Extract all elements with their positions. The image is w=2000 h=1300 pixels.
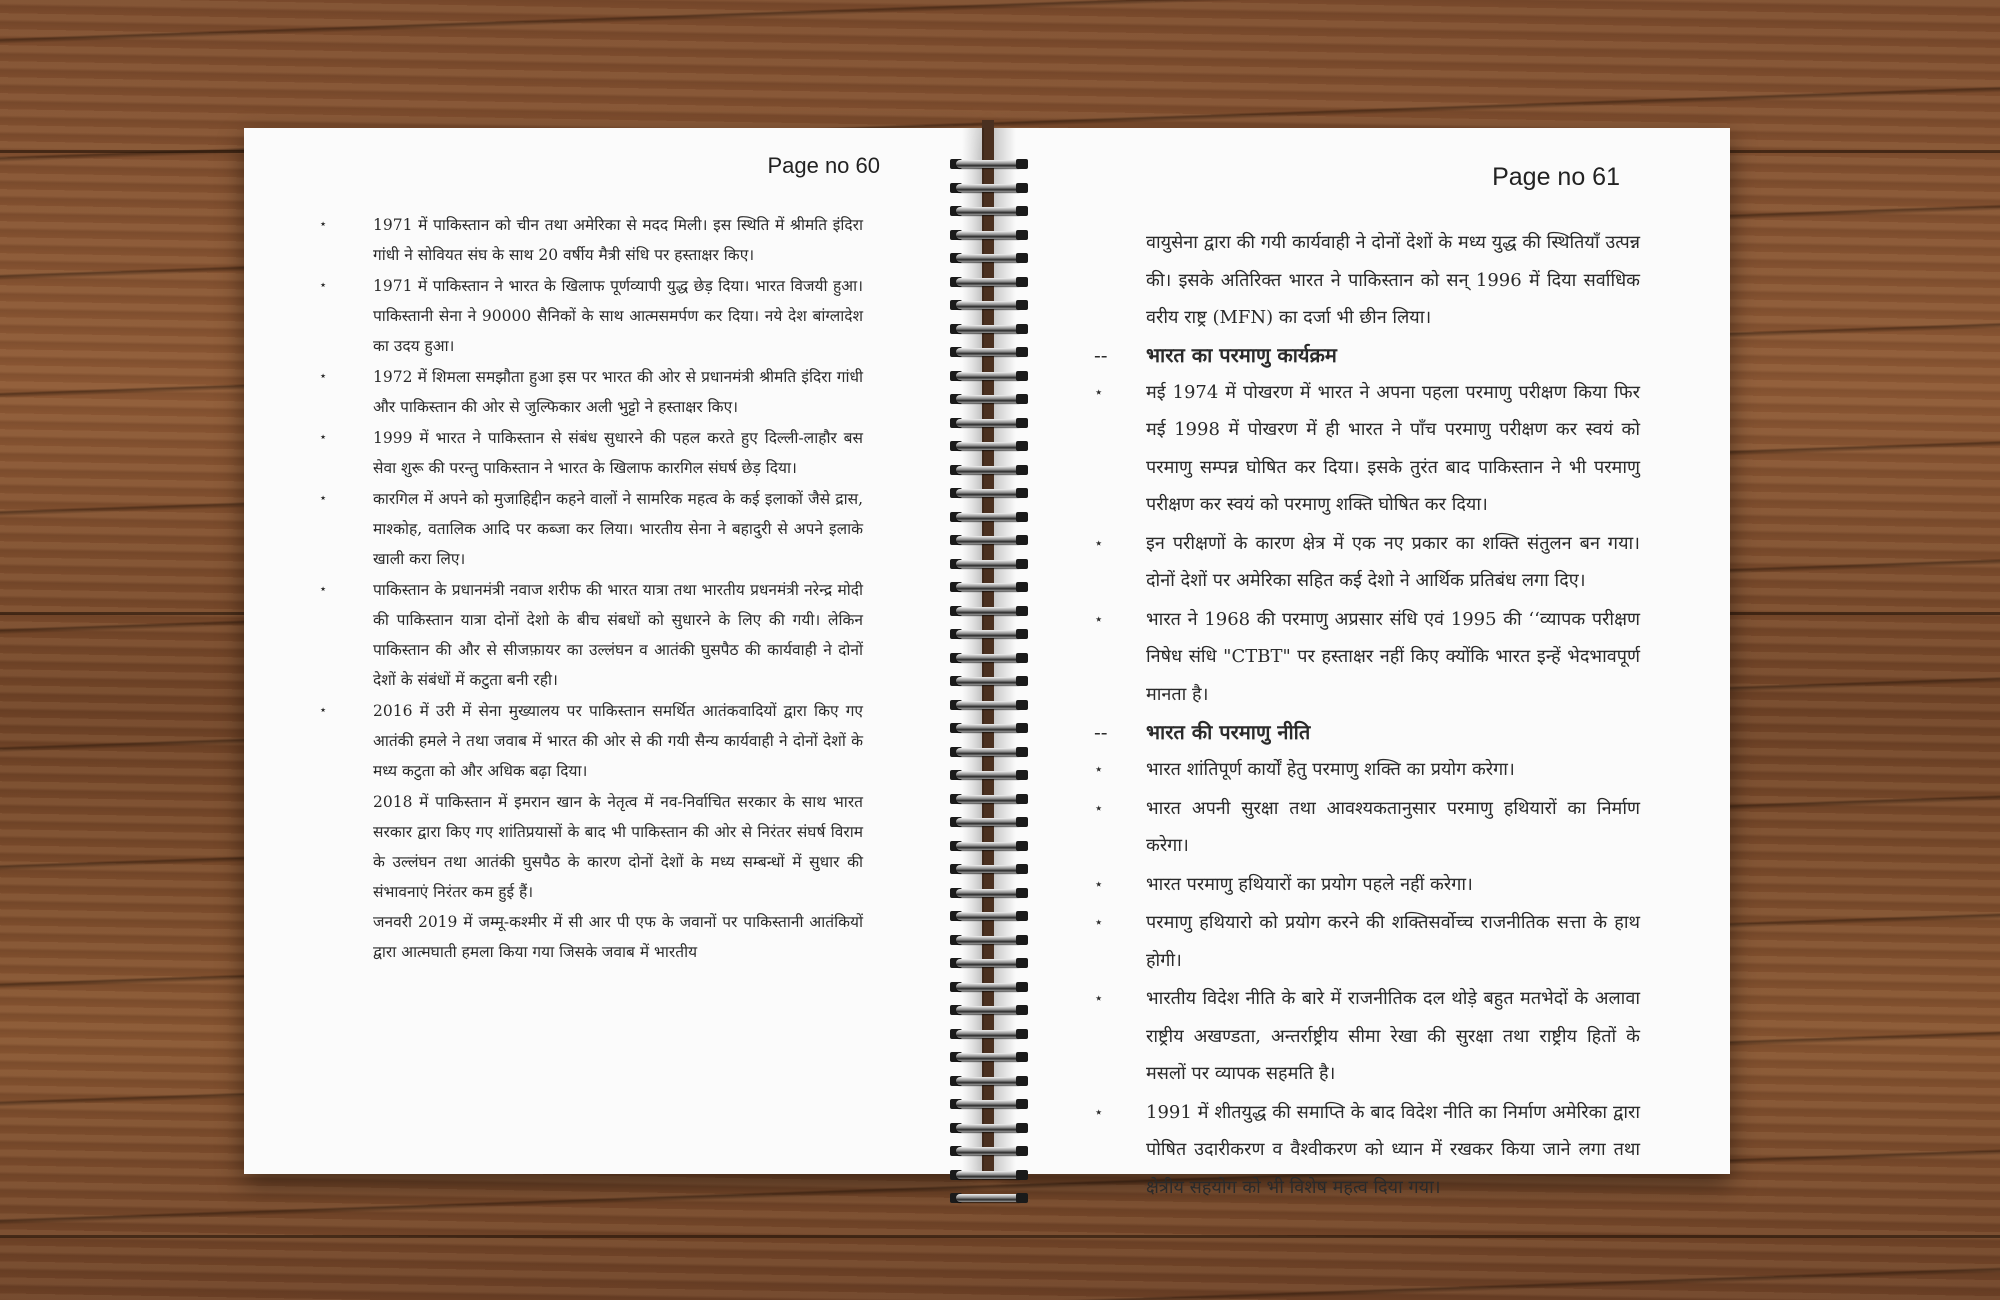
star-bullet-icon: ⋆	[319, 369, 328, 384]
coil-wire	[956, 959, 1022, 967]
coil-wire	[956, 1053, 1022, 1061]
punch-hole	[1016, 935, 1028, 945]
spiral-coil-ring	[950, 533, 1028, 547]
punch-hole	[1016, 488, 1028, 498]
star-bullet-icon: ⋆	[319, 430, 328, 445]
spiral-coil-ring	[950, 745, 1028, 759]
bullet-item: ⋆ भारत अपनी सुरक्षा तथा आवश्यकतानुसार परमाणु हथियारों का निर्माण करेगा।	[1094, 790, 1640, 865]
spiral-coil-ring	[950, 1121, 1028, 1135]
punch-hole	[1016, 535, 1028, 545]
coil-wire	[956, 348, 1022, 356]
punch-hole	[1016, 676, 1028, 686]
spiral-coil-ring	[950, 228, 1028, 242]
star-bullet-icon: ⋆	[319, 491, 328, 506]
section-heading: -- भारत का परमाणु कार्यक्रम	[1094, 337, 1640, 374]
bullet-item: ⋆ मई 1974 में पोखरण में भारत ने अपना पहला परमाणु परीक्षण किया फिर मई 1998 में पोखरण में ही भारत ने पाँच परमाणु परीक्षण कर स्वयं को परमाणु सम्पन्न घोषित कर दिया। इसके तुरंत बाद पाकिस्तान ने भी परमाणु परीक्षण कर स्वयं को परमाणु शक्ति घोषित कर दिया।	[1094, 374, 1640, 524]
coil-wire	[956, 184, 1022, 192]
punch-hole	[1016, 324, 1028, 334]
coil-wire	[956, 677, 1022, 685]
dash-marker: --	[1094, 342, 1108, 367]
spiral-coil-ring	[950, 204, 1028, 218]
coil-wire	[956, 771, 1022, 779]
paragraph-continuation: 2018 में पाकिस्तान में इमरान खान के नेतृत्व में नव-निर्वाचित सरकार के साथ भारत सरकार द्वारा किए गए शांतिप्रयासों के बाद भी पाकिस्तान की ओर से निरंतर संघर्ष विराम के उल्लंघन तथा आतंकी घुसपैठ के कारण दोनों देशों के मध्य सम्बन्धों में सुधार की संभावनाएं निरंतर कम हुई हैं।	[373, 793, 863, 901]
punch-hole	[1016, 888, 1028, 898]
spiral-coil-ring	[950, 627, 1028, 641]
spiral-coil-ring	[950, 909, 1028, 923]
coil-wire	[956, 560, 1022, 568]
star-bullet-icon: ⋆	[1094, 989, 1104, 1007]
coil-wire	[956, 1077, 1022, 1085]
punch-hole	[1016, 817, 1028, 827]
spiral-coil-ring	[950, 933, 1028, 947]
punch-hole	[1016, 1029, 1028, 1039]
bullet-item: ⋆ 1972 में शिमला समझौता हुआ इस पर भारत की ओर से प्रधानमंत्री श्रीमति इंदिरा गांधी और पाकिस्तान की ओर से जुल्फिकार अली भुट्टो ने हस्ताक्षर किए।	[319, 362, 863, 422]
punch-hole	[1016, 559, 1028, 569]
spiral-coil-ring	[950, 815, 1028, 829]
punch-hole	[1016, 1076, 1028, 1086]
punch-hole	[1016, 1005, 1028, 1015]
coil-wire	[956, 419, 1022, 427]
punch-hole	[1016, 1170, 1028, 1180]
punch-hole	[1016, 347, 1028, 357]
star-bullet-icon: ⋆	[1094, 874, 1104, 893]
spiral-coil-ring	[950, 1144, 1028, 1158]
spiral-coil-ring	[950, 157, 1028, 171]
star-bullet-icon: ⋆	[1094, 913, 1104, 931]
notebook-page-right	[994, 128, 1730, 1198]
coil-wire	[956, 207, 1022, 215]
spiral-coil-ring	[950, 322, 1028, 336]
spiral-coil-ring	[950, 298, 1028, 312]
spiral-coil-ring	[950, 345, 1028, 359]
punch-hole	[1016, 770, 1028, 780]
intro-paragraph: वायुसेना द्वारा की गयी कार्यवाही ने दोनों देशों के मध्य युद्ध की स्थितियाँ उत्पन्न की। इसके अतिरिक्त भारत ने पाकिस्तान को सन् 1996 में दिया सर्वाधिक वरीय राष्ट्र (MFN) का दर्जा भी छीन लिया।	[1146, 232, 1640, 328]
punch-hole	[1016, 1099, 1028, 1109]
punch-hole	[1016, 606, 1028, 616]
punch-hole	[1016, 183, 1028, 193]
page-content	[319, 210, 863, 967]
spiral-coil-ring	[950, 980, 1028, 994]
punch-hole	[1016, 794, 1028, 804]
coil-wire	[956, 1147, 1022, 1155]
star-bullet-icon: ⋆	[1094, 533, 1104, 552]
coil-wire	[956, 724, 1022, 732]
coil-wire	[956, 583, 1022, 591]
coil-wire	[956, 889, 1022, 897]
punch-hole	[1016, 441, 1028, 451]
coil-wire	[956, 748, 1022, 756]
punch-hole	[1016, 206, 1028, 216]
punch-hole	[1016, 653, 1028, 663]
coil-wire	[956, 442, 1022, 450]
spiral-coil-ring	[950, 674, 1028, 688]
punch-hole	[1016, 512, 1028, 522]
coil-wire	[956, 1100, 1022, 1108]
spiral-coil-ring	[950, 886, 1028, 900]
bullet-item: ⋆ 2016 में उरी में सेना मुख्यालय पर पाकिस्तान समर्थित आतंकवादियों द्वारा किए गए आतंकी हमले ने तथा जवाब में भारत की ओर से की गयी सैन्य कार्यवाही ने दोनों देशों के मध्य कटुता को और अधिक बढ़ा दिया।	[319, 696, 863, 786]
coil-wire	[956, 983, 1022, 991]
coil-wire	[956, 630, 1022, 638]
coil-wire	[956, 513, 1022, 521]
punch-hole	[1016, 253, 1028, 263]
bullet-item: ⋆ 1999 में भारत ने पाकिस्तान से संबंध सुधारने की पहल करते हुए दिल्ली-लाहौर बस सेवा शुरू की परन्तु पाकिस्तान ने भारत के खिलाफ कारगिल संघर्ष छेड़ दिया।	[319, 423, 863, 483]
punch-hole	[1016, 230, 1028, 240]
bullet-item: ⋆ भारतीय विदेश नीति के बारे में राजनीतिक दल थोड़े बहुत मतभेदों के अलावा राष्ट्रीय अखण्डता, अन्तर्राष्ट्रीय सीमा रेखा की सुरक्षा तथा राष्ट्रीय हितों के मसलों पर व्यापक सहमति है।	[1094, 980, 1640, 1093]
punch-hole	[1016, 1123, 1028, 1133]
punch-hole	[1016, 1193, 1028, 1203]
spiral-coil-ring	[950, 839, 1028, 853]
coil-wire	[956, 842, 1022, 850]
spiral-coil-ring	[950, 557, 1028, 571]
spiral-coil-ring	[950, 651, 1028, 665]
coil-wire	[956, 865, 1022, 873]
wood-plank-seam	[0, 1235, 2000, 1238]
spiral-coil-ring	[950, 463, 1028, 477]
coil-wire	[956, 536, 1022, 544]
bullet-item: ⋆ पाकिस्तान के प्रधानमंत्री नवाज शरीफ की भारत यात्रा तथा भारतीय प्रधनमंत्री नरेन्द्र मोदी की पाकिस्तान यात्रा दोनों देशो के बीच संबधों को सुधारने के लिए की गयी। लेकिन पाकिस्तान की और से सीजफ़ायर का उल्लंघन व आतंकी घुसपैठ की कार्यवाही ने दोनों देशों के संबंधों में कटुता बनी रही।	[319, 575, 863, 695]
spiral-coil-ring	[950, 486, 1028, 500]
coil-wire	[956, 701, 1022, 709]
bullet-item: ⋆ भारत ने 1968 की परमाणु अप्रसार संधि एवं 1995 की ‘‘व्यापक परीक्षण निषेध संधि "CTBT" पर हस्ताक्षर नहीं किए क्योंकि भारत इन्हें भेदभावपूर्ण मानता है।	[1094, 601, 1640, 714]
star-bullet-icon: ⋆	[319, 217, 328, 232]
bullet-item: ⋆ 1971 में पाकिस्तान को चीन तथा अमेरिका से मदद मिली। इस स्थिति में श्रीमति इंदिरा गांधी ने सोवियत संघ के साथ 20 वर्षीय मैत्री संधि पर हस्ताक्षर किए।	[319, 210, 863, 270]
punch-hole	[1016, 911, 1028, 921]
bullet-item: ⋆ 1971 में पाकिस्तान ने भारत के खिलाफ पूर्णव्यापी युद्ध छेड़ दिया। भारत विजयी हुआ। पाकिस्तानी सेना ने 90000 सैनिकों के साथ आत्मसमर्पण कर दिया। नये देश बांग्लादेश का उदय हुआ।	[319, 271, 863, 361]
section-heading: -- भारत की परमाणु नीति	[1094, 714, 1640, 751]
coil-wire	[956, 1171, 1022, 1179]
spiral-coil-ring	[950, 416, 1028, 430]
notebook-page-left	[244, 128, 982, 1174]
spiral-coil-ring	[950, 1074, 1028, 1088]
spiral-coil-ring	[950, 1027, 1028, 1041]
star-bullet-icon: ⋆	[1094, 1102, 1104, 1121]
page-number: Page no 60	[767, 153, 880, 178]
punch-hole	[1016, 394, 1028, 404]
spiral-coil-ring	[950, 580, 1028, 594]
bullet-item: ⋆ कारगिल में अपने को मुजाहिद्दीन कहने वालों ने सामरिक महत्व के कई इलाकों जैसे द्रास, माश्कोह, वतालिक आदि पर कब्जा कर लिया। भारतीय सेना ने बहादुरी से अपने इलाके खाली करा लिए।	[319, 484, 863, 574]
spiral-coil-ring	[950, 275, 1028, 289]
punch-hole	[1016, 841, 1028, 851]
page-number: Page no 61	[1492, 163, 1620, 191]
punch-hole	[1016, 582, 1028, 592]
page-content	[1094, 224, 1640, 1207]
coil-wire	[956, 466, 1022, 474]
spiral-coil-ring	[950, 1003, 1028, 1017]
star-bullet-icon: ⋆	[319, 582, 328, 597]
punch-hole	[1016, 629, 1028, 639]
coil-wire	[956, 231, 1022, 239]
bullet-item: ⋆ इन परीक्षणों के कारण क्षेत्र में एक नए प्रकार का शक्ति संतुलन बन गया। दोनों देशों पर अमेरिका सहित कई देशो ने आर्थिक प्रतिबंध लगा दिए।	[1094, 525, 1640, 600]
punch-hole	[1016, 1146, 1028, 1156]
coil-wire	[956, 160, 1022, 168]
spiral-coil-ring	[950, 510, 1028, 524]
coil-wire	[956, 912, 1022, 920]
coil-wire	[956, 607, 1022, 615]
coil-wire	[956, 1194, 1022, 1202]
spiral-coil-ring	[950, 251, 1028, 265]
bullet-item: ⋆ परमाणु हथियारो को प्रयोग करने की शक्तिसर्वोच्च राजनीतिक सत्ता के हाथ होगी।	[1094, 904, 1640, 979]
spiral-coil-ring	[950, 862, 1028, 876]
spiral-coil-ring	[950, 369, 1028, 383]
bullet-item: ⋆ 1991 में शीतयुद्ध की समाप्ति के बाद विदेश नीति का निर्माण अमेरिका द्वारा पोषित उदारीकरण व वैश्वीकरण को ध्यान में रखकर किया जाने लगा तथा क्षेत्रीय सहयोग को भी विशेष महत्व दिया गया।	[1094, 1094, 1640, 1207]
dash-marker: --	[1094, 720, 1108, 744]
punch-hole	[1016, 418, 1028, 428]
star-bullet-icon: ⋆	[319, 278, 328, 293]
punch-hole	[1016, 747, 1028, 757]
punch-hole	[1016, 1052, 1028, 1062]
star-bullet-icon: ⋆	[1094, 609, 1104, 628]
spiral-coil-ring	[950, 1050, 1028, 1064]
coil-wire	[956, 395, 1022, 403]
spiral-coil-ring	[950, 768, 1028, 782]
punch-hole	[1016, 465, 1028, 475]
punch-hole	[1016, 300, 1028, 310]
spiral-coil-ring	[950, 1097, 1028, 1111]
coil-wire	[956, 654, 1022, 662]
bullet-item: ⋆ भारत शांतिपूर्ण कार्यों हेतु परमाणु शक्ति का प्रयोग करेगा।	[1094, 751, 1640, 789]
coil-wire	[956, 1006, 1022, 1014]
spiral-coil-ring	[950, 181, 1028, 195]
spiral-coil-ring	[950, 1168, 1028, 1182]
coil-wire	[956, 278, 1022, 286]
coil-wire	[956, 1030, 1022, 1038]
spiral-coil-ring	[950, 439, 1028, 453]
bullet-item: ⋆ भारत परमाणु हथियारों का प्रयोग पहले नहीं करेगा।	[1094, 866, 1640, 904]
coil-wire	[956, 1124, 1022, 1132]
punch-hole	[1016, 371, 1028, 381]
coil-wire	[956, 325, 1022, 333]
punch-hole	[1016, 982, 1028, 992]
punch-hole	[1016, 277, 1028, 287]
spiral-coil-ring	[950, 698, 1028, 712]
coil-wire	[956, 936, 1022, 944]
spiral-coil-ring	[950, 1191, 1028, 1205]
coil-wire	[956, 372, 1022, 380]
coil-wire	[956, 489, 1022, 497]
punch-hole	[1016, 958, 1028, 968]
spiral-coil-ring	[950, 392, 1028, 406]
coil-wire	[956, 254, 1022, 262]
star-bullet-icon: ⋆	[1094, 382, 1104, 401]
spiral-coil-ring	[950, 792, 1028, 806]
punch-hole	[1016, 700, 1028, 710]
star-bullet-icon: ⋆	[1094, 760, 1104, 778]
star-bullet-icon: ⋆	[1094, 798, 1104, 817]
punch-hole	[1016, 159, 1028, 169]
coil-wire	[956, 795, 1022, 803]
paragraph-continuation: जनवरी 2019 में जम्मू-कश्मीर में सी आर पी एफ के जवानों पर पाकिस्तानी आतंकियों द्वारा आत्मघाती हमला किया गया जिसके जवाब में भारतीय	[373, 913, 863, 961]
spiral-coil-ring	[950, 604, 1028, 618]
coil-wire	[956, 301, 1022, 309]
spiral-coil-ring	[950, 721, 1028, 735]
star-bullet-icon: ⋆	[319, 703, 328, 718]
punch-hole	[1016, 723, 1028, 733]
spiral-coil-ring	[950, 956, 1028, 970]
punch-hole	[1016, 864, 1028, 874]
coil-wire	[956, 818, 1022, 826]
